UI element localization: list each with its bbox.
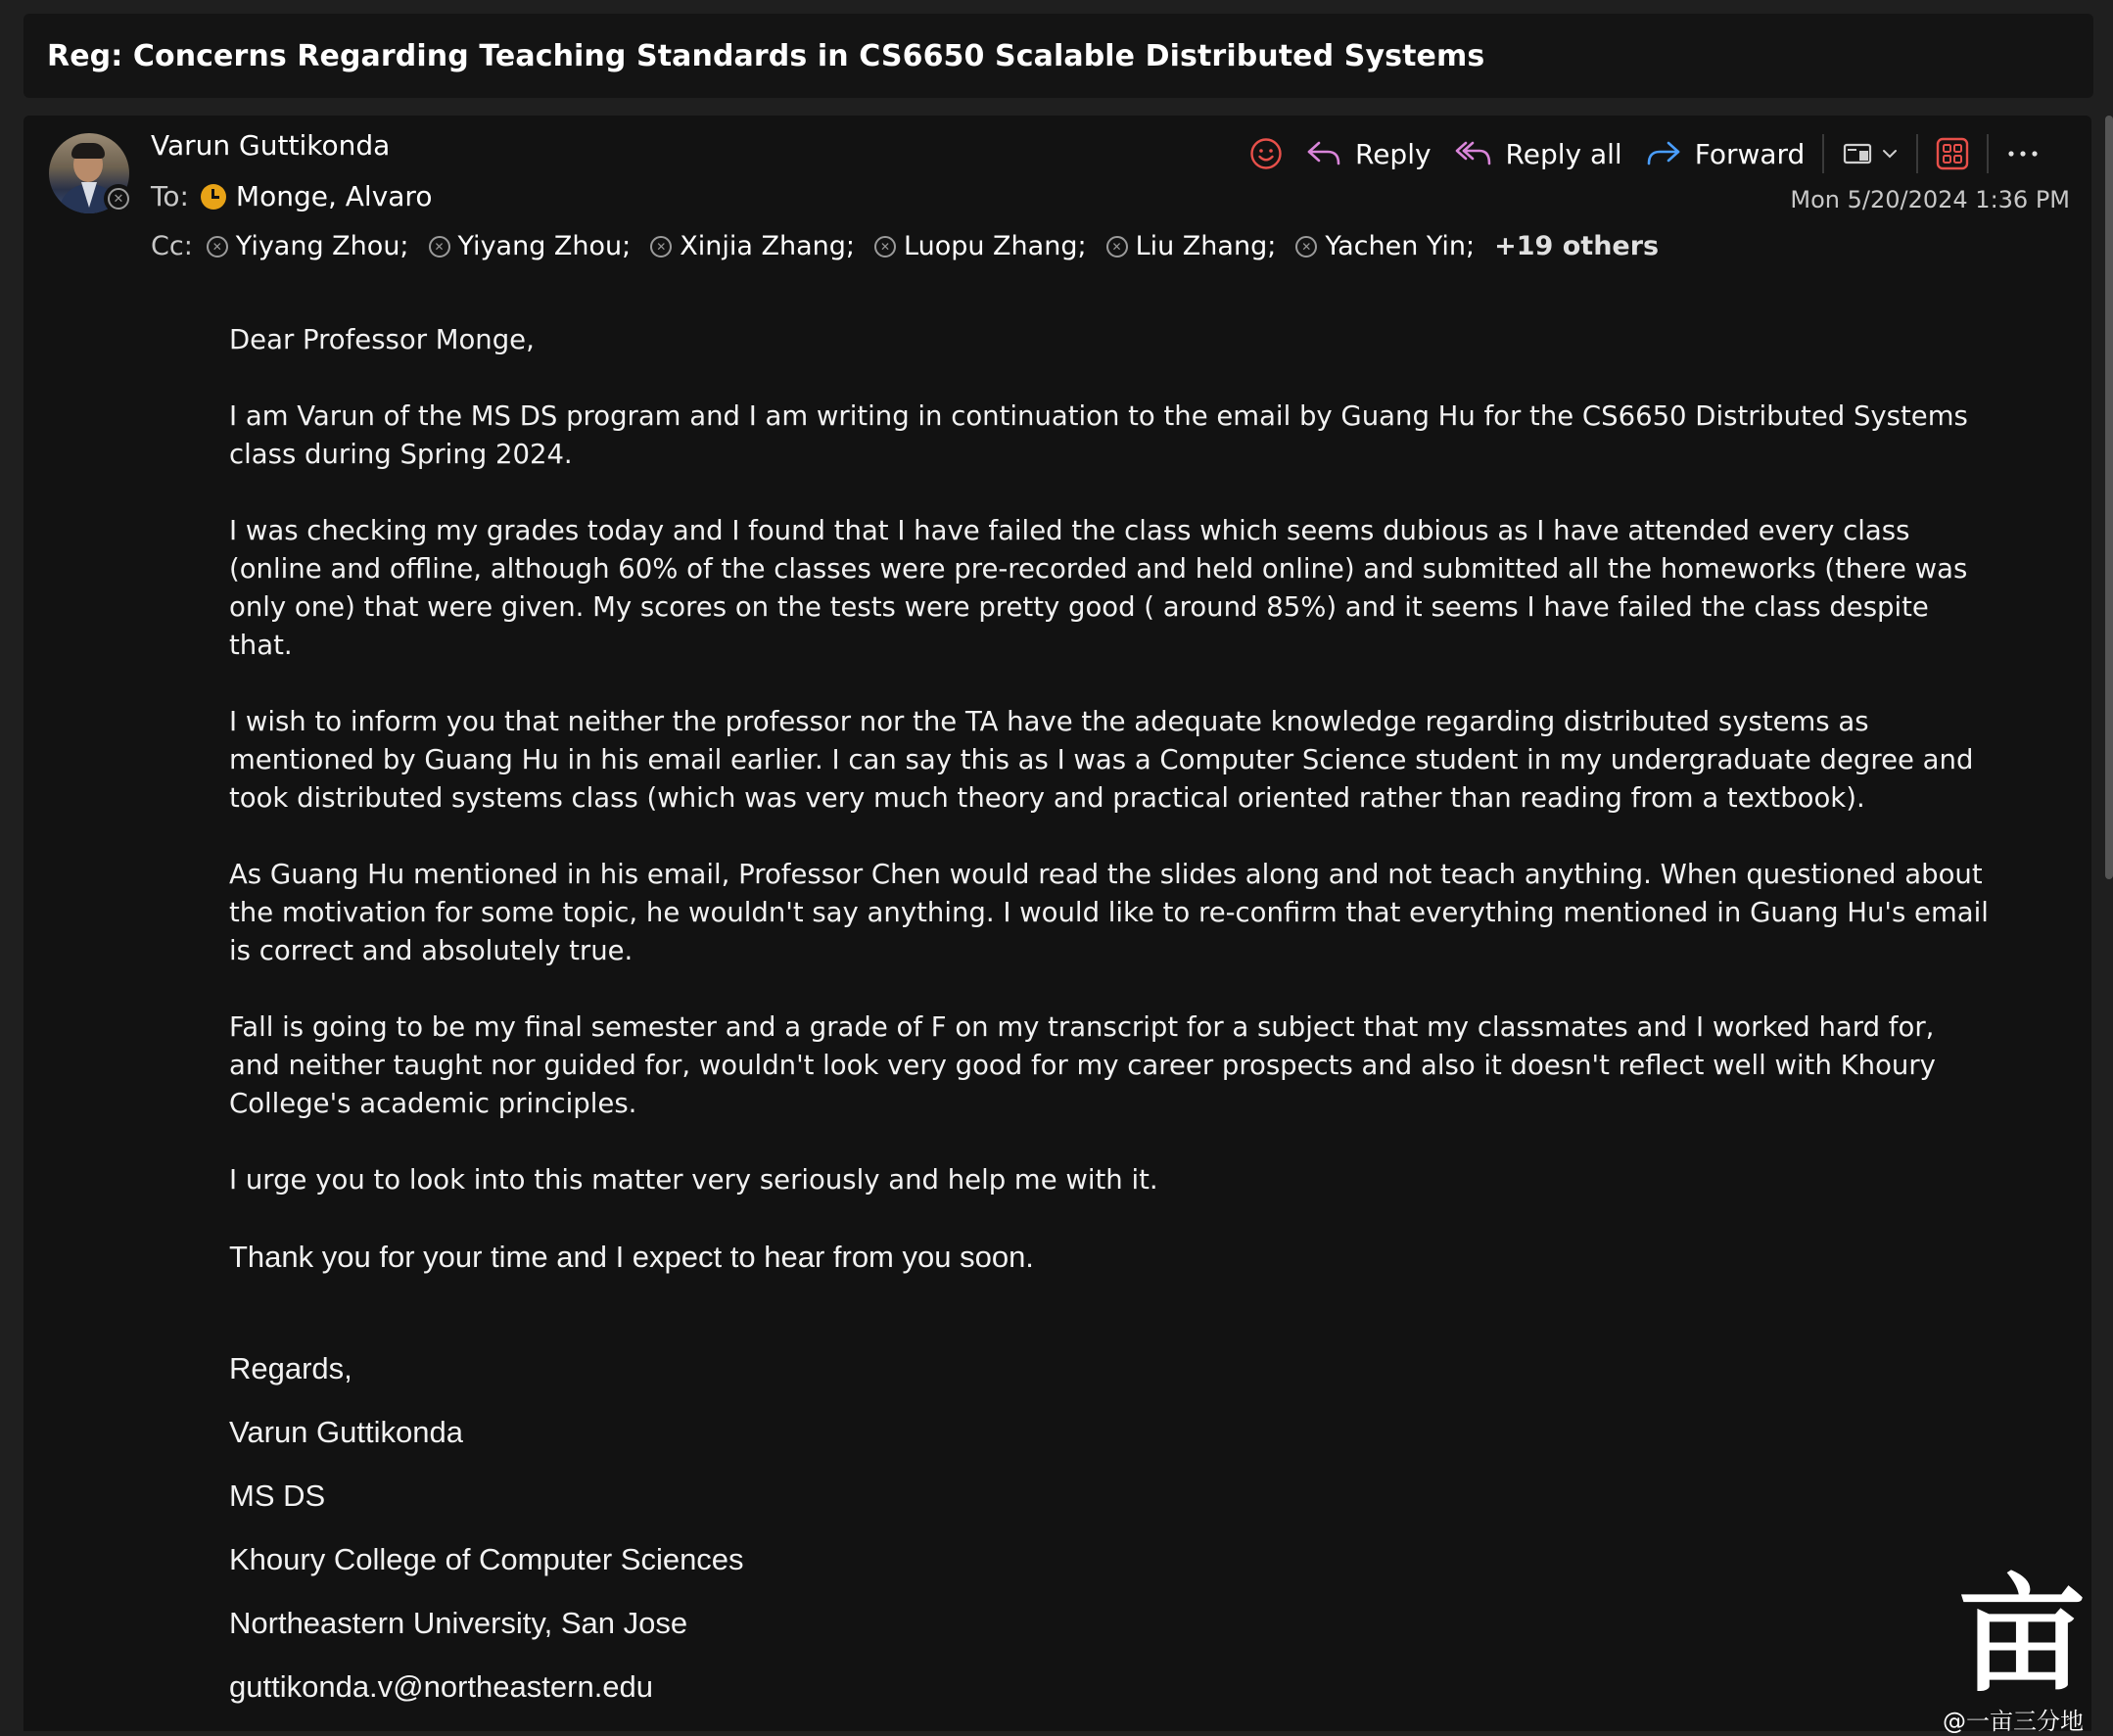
cc-recipient[interactable]: ✕ Yiyang Zhou; bbox=[207, 231, 409, 261]
sender-name[interactable]: Varun Guttikonda bbox=[151, 129, 391, 162]
remove-icon: ✕ bbox=[207, 236, 228, 258]
body-paragraph: Fall is going to be my final semester and a grade of F on my transcript for a subject that my classmates and I worked hard for, and neither taught nor guided for, wouldn't look very good for my career prospects and also it doesn't reflect well with Khoury College's academic principles. bbox=[229, 1011, 1936, 1119]
body-paragraph: I wish to inform you that neither the professor nor the TA have the adequate knowledge regarding distributed systems as mentioned by Guang Hu in his email earlier. I can say this as I was a Computer Science student in my undergraduate degree and took distributed systems class (which was very much theory and practical oriented rather than reading from a textbook). bbox=[229, 706, 1974, 814]
forward-icon bbox=[1646, 139, 1681, 168]
cc-recipient[interactable]: ✕ Xinjia Zhang; bbox=[650, 231, 855, 261]
more-icon bbox=[2006, 149, 2040, 159]
signature-block bbox=[229, 1337, 1992, 1718]
cc-recipient[interactable]: ✕ Liu Zhang; bbox=[1106, 231, 1277, 261]
cc-label: Cc: bbox=[151, 231, 193, 261]
view-options-icon bbox=[1842, 139, 1875, 168]
cc-recipient[interactable]: ✕ Luopu Zhang; bbox=[874, 231, 1087, 261]
signature-regards: Regards, bbox=[229, 1351, 352, 1385]
subject-bar bbox=[23, 14, 2093, 98]
email-subject: Reg: Concerns Regarding Teaching Standards in CS6650 Scalable Distributed Systems bbox=[47, 38, 1485, 73]
message-body bbox=[229, 321, 1992, 1718]
body-greeting: Dear Professor Monge, bbox=[229, 324, 535, 355]
remove-icon: ✕ bbox=[429, 236, 450, 258]
apps-icon bbox=[1936, 137, 1969, 170]
toolbar-divider bbox=[1987, 134, 1989, 173]
view-options-button[interactable] bbox=[1830, 129, 1910, 178]
reply-all-icon bbox=[1455, 139, 1492, 168]
signature-name: Varun Guttikonda bbox=[229, 1415, 463, 1449]
reaction-button[interactable] bbox=[1238, 129, 1294, 178]
watermark-handle: @一亩三分地 bbox=[1943, 1708, 2084, 1735]
reply-all-button[interactable]: Reply all bbox=[1443, 129, 1634, 178]
cc-more-link[interactable]: +19 others bbox=[1494, 231, 1660, 261]
remove-icon: ✕ bbox=[874, 236, 896, 258]
body-paragraph: I was checking my grades today and I found that I have failed the class which seems dubious as I have attended every class (online and offline, although 60% of the classes were pre-recorded and held online) and submitted all the homeworks (there was only one) that were given. My scores on the tests were pretty good ( around 85%) and it seems I have failed the class despite that. bbox=[229, 515, 1968, 661]
cc-recipient[interactable]: ✕ Yiyang Zhou; bbox=[429, 231, 632, 261]
toolbar-divider bbox=[1916, 134, 1918, 173]
message-toolbar bbox=[1238, 129, 2051, 178]
watermark bbox=[1943, 1560, 2113, 1735]
body-paragraph: I urge you to look into this matter very seriously and help me with it. bbox=[229, 1164, 1158, 1196]
more-actions-button[interactable] bbox=[1995, 129, 2051, 178]
body-paragraph: As Guang Hu mentioned in his email, Professor Chen would read the slides along and not teach anything. When questioned about the motivation for some topic, he wouldn't say anything. I would like to re-confirm that everything mentioned in Guang Hu's email is correct and absolutely true. bbox=[229, 859, 1989, 966]
signature-college: Khoury College of Computer Sciences bbox=[229, 1542, 744, 1576]
cc-recipient[interactable]: ✕ Yachen Yin; bbox=[1295, 231, 1475, 261]
cc-line bbox=[151, 231, 1659, 261]
remove-icon: ✕ bbox=[1295, 236, 1317, 258]
to-line bbox=[151, 180, 432, 212]
reply-icon bbox=[1306, 139, 1341, 168]
signature-email[interactable]: guttikonda.v@northeastern.edu bbox=[229, 1669, 654, 1704]
reply-button[interactable]: Reply bbox=[1294, 129, 1443, 178]
toolbar-divider bbox=[1822, 134, 1824, 173]
recipient-to[interactable]: Monge, Alvaro bbox=[235, 180, 433, 212]
message-timestamp: Mon 5/20/2024 1:36 PM bbox=[1790, 186, 2070, 213]
to-label: To: bbox=[151, 180, 189, 212]
remove-icon: ✕ bbox=[1106, 236, 1128, 258]
presence-blocked-icon: ✕ bbox=[104, 184, 133, 213]
remove-icon: ✕ bbox=[650, 236, 672, 258]
watermark-logo: 亩 bbox=[1958, 1560, 2087, 1710]
signature-university: Northeastern University, San Jose bbox=[229, 1606, 688, 1640]
chevron-down-icon bbox=[1881, 147, 1899, 161]
body-closing: Thank you for your time and I expect to hear from you soon. bbox=[229, 1240, 1034, 1274]
scrollbar-thumb[interactable] bbox=[2105, 116, 2113, 879]
clock-icon bbox=[201, 184, 226, 210]
forward-button[interactable]: Forward bbox=[1634, 129, 1817, 178]
smiley-icon bbox=[1249, 137, 1283, 170]
message-card bbox=[23, 116, 2091, 1731]
apps-button[interactable] bbox=[1924, 129, 1981, 178]
signature-program: MS DS bbox=[229, 1478, 326, 1513]
body-paragraph: I am Varun of the MS DS program and I am writing in continuation to the email by Guang Hu for the CS6650 Distributed Systems class during Spring 2024. bbox=[229, 400, 1968, 470]
